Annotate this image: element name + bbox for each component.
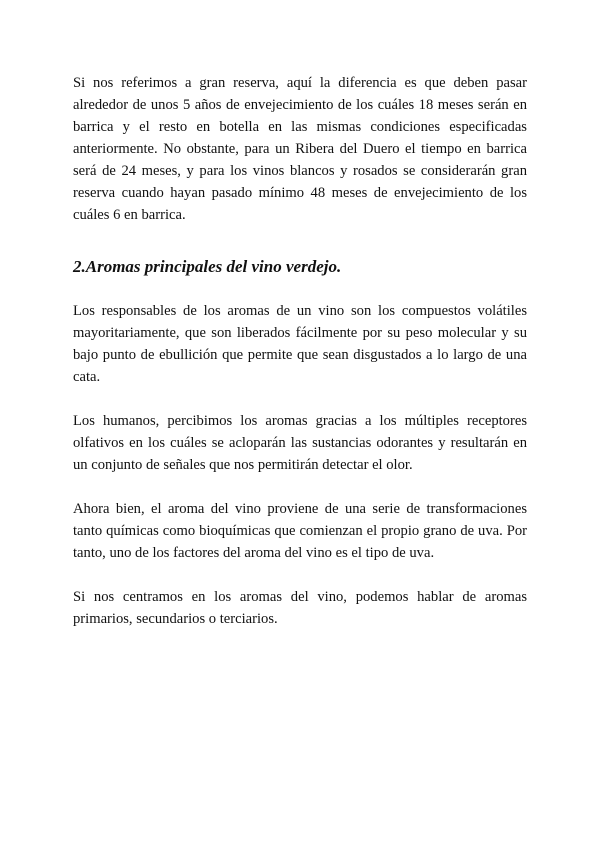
paragraph-tipos-de-aromas: Si nos centramos en los aromas del vino, podemos hablar de aromas primarios, secundarios o terciarios. [73,589,527,627]
paragraph-tipo-de-uva: Ahora bien, el aroma del vino proviene de una serie de transformaciones tanto químicas como bioquímicas que comienzan el propio grano de uva. Por tanto, uno de los factores del aroma del vino es el tipo de uva. [73,501,527,561]
document-body [73,72,527,630]
section-heading: 2.Aromas principales del vino verdejo. [73,257,342,276]
paragraph-aromas-compuestos: Los responsables de los aromas de un vino son los compuestos volátiles mayoritariamente, que son liberados fácilmente por su peso molecular y su bajo punto de ebullición que permite que sean disgustados a lo largo de una cata. [73,303,527,385]
paragraph-receptores-olfativos: Los humanos, percibimos los aromas gracias a los múltiples receptores olfativos en los cuáles se acloparán las sustancias odorantes y resultarán en un conjunto de señales que nos permitirán detectar el olor. [73,413,527,473]
paragraph-gran-reserva: Si nos referimos a gran reserva, aquí la diferencia es que deben pasar alrededor de unos 5 años de envejecimiento de los cuáles 18 meses serán en barrica y el resto en botella en las mismas condiciones especificadas anteriormente. No obstante, para un Ribera del Duero el tiempo en barrica será de 24 meses, y para los vinos blancos y rosados se considerarán gran reserva cuando hayan pasado mínimo 48 meses de envejecimiento de los cuáles 6 en barrica. [73,75,527,223]
